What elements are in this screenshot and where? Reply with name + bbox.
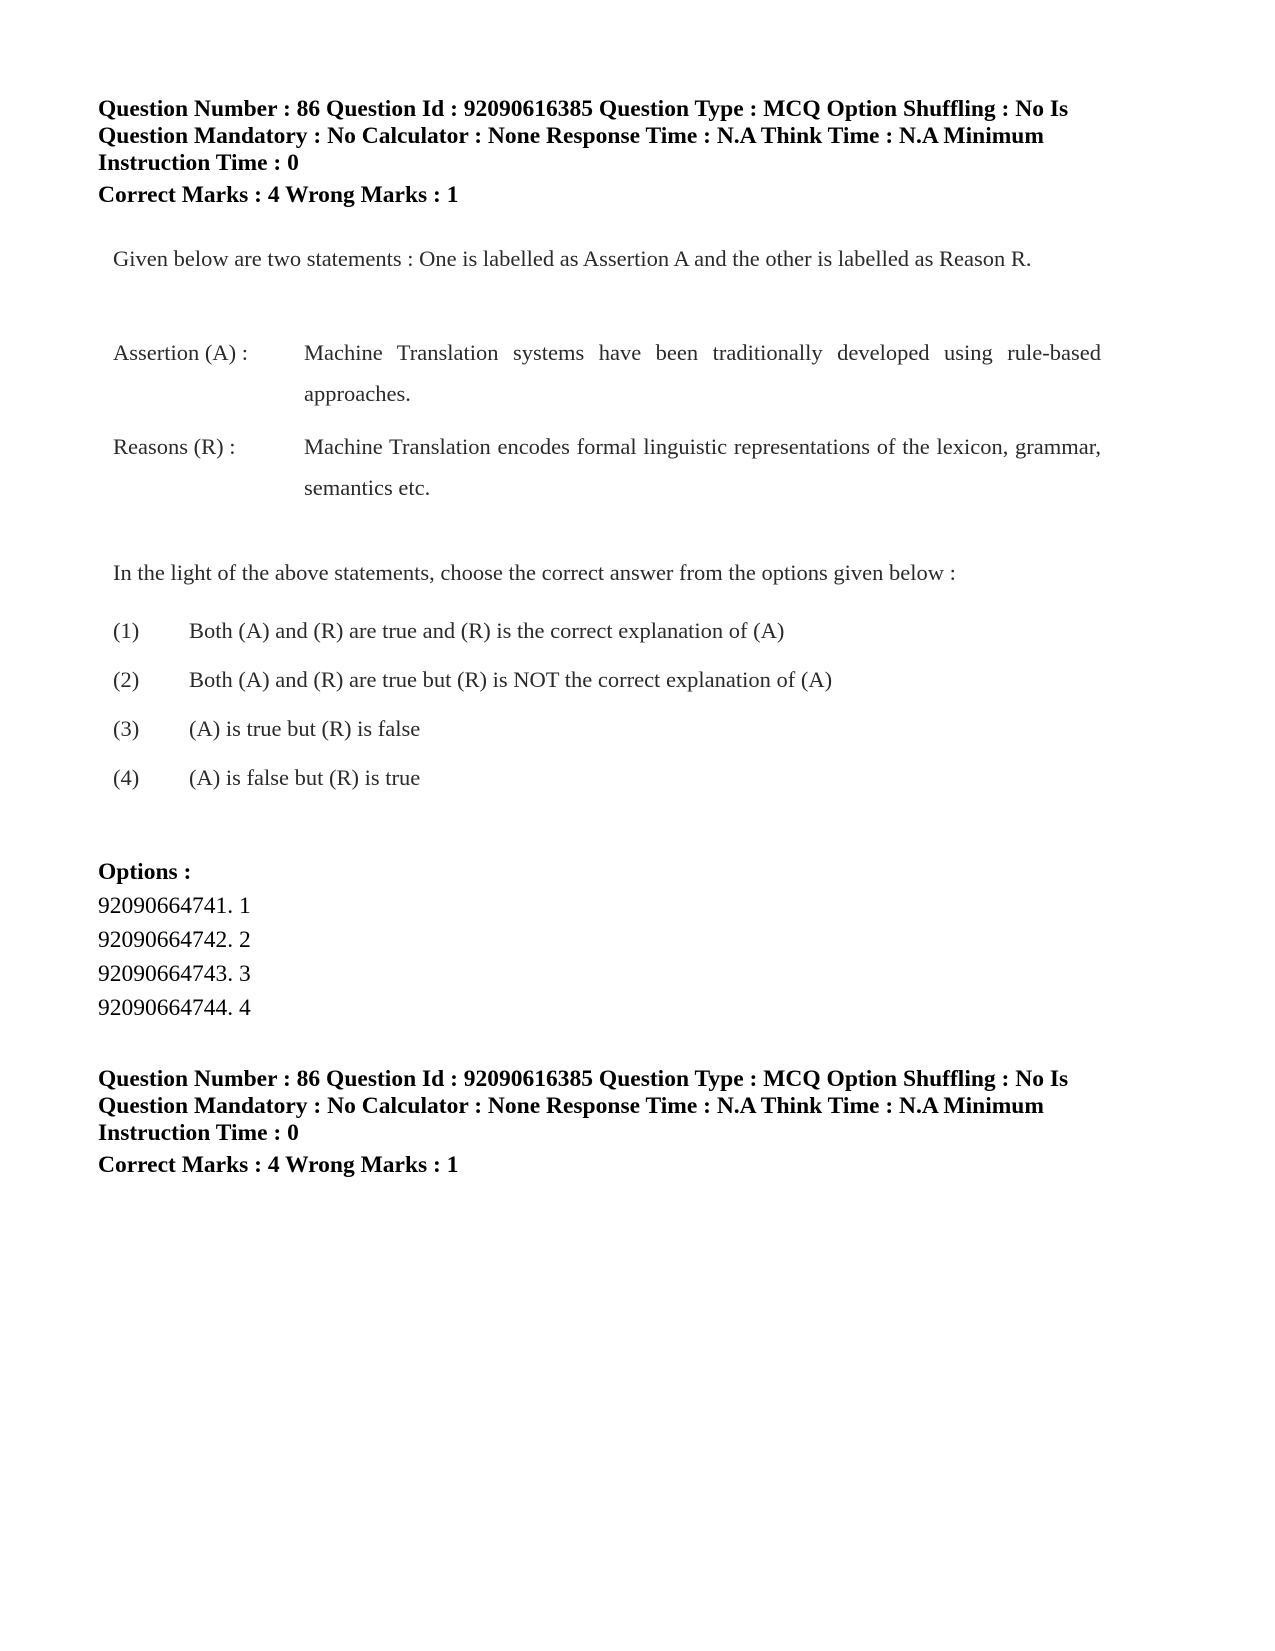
assertion-label: Assertion (A) : [113,340,248,365]
choice-text: (A) is true but (R) is false [189,716,421,741]
meta-line-1: Question Number : 86 Question Id : 92090616385 Question Type : MCQ Option Shuffling : No Is [98,1066,1069,1092]
meta-line-2: Question Mandatory : No Calculator : None Response Time : N.A Think Time : N.A Minimum [98,1093,1044,1119]
choice-number: (3) [113,716,140,741]
reason-label: Reasons (R) : [113,434,236,459]
options-title: Options : [98,859,192,885]
choice-number: (2) [113,667,140,692]
meta-line-2: Question Mandatory : No Calculator : None Response Time : N.A Think Time : N.A Minimum [98,123,1044,149]
answer-choice [113,667,832,693]
options-list [98,855,251,1025]
reason-text: Machine Translation encodes formal linguistic representations of the lexicon, grammar, semantics etc. [304,434,1101,500]
marks-line: Correct Marks : 4 Wrong Marks : 1 [98,182,459,208]
choice-text: Both (A) and (R) are true but (R) is NOT the correct explanation of (A) [189,667,833,692]
option-item: 92090664742. 2 [98,927,251,953]
meta-line-3: Instruction Time : 0 [98,1120,299,1146]
assertion-text: Machine Translation systems have been traditionally developed using rule-based approaches. [304,340,1101,406]
choice-text: (A) is false but (R) is true [189,765,421,790]
meta-line-1: Question Number : 86 Question Id : 92090616385 Question Type : MCQ Option Shuffling : No Is [98,96,1069,122]
option-item: 92090664741. 1 [98,893,251,919]
answer-choice [113,716,420,742]
answer-choice [113,618,784,644]
answer-choice [113,765,420,791]
option-item: 92090664744. 4 [98,995,251,1021]
question-body [113,238,1103,838]
meta-line-3: Instruction Time : 0 [98,150,299,176]
question-meta-footer [98,1066,1178,1179]
marks-line: Correct Marks : 4 Wrong Marks : 1 [98,1152,459,1178]
choice-number: (1) [113,618,140,643]
option-item: 92090664743. 3 [98,961,251,987]
question-instruction: In the light of the above statements, choose the correct answer from the options given below : [113,560,956,585]
question-meta-header [98,96,1178,209]
question-intro: Given below are two statements : One is labelled as Assertion A and the other is labelled as Reason R. [113,246,1032,271]
choice-number: (4) [113,765,140,790]
choice-text: Both (A) and (R) are true and (R) is the correct explanation of (A) [189,618,785,643]
